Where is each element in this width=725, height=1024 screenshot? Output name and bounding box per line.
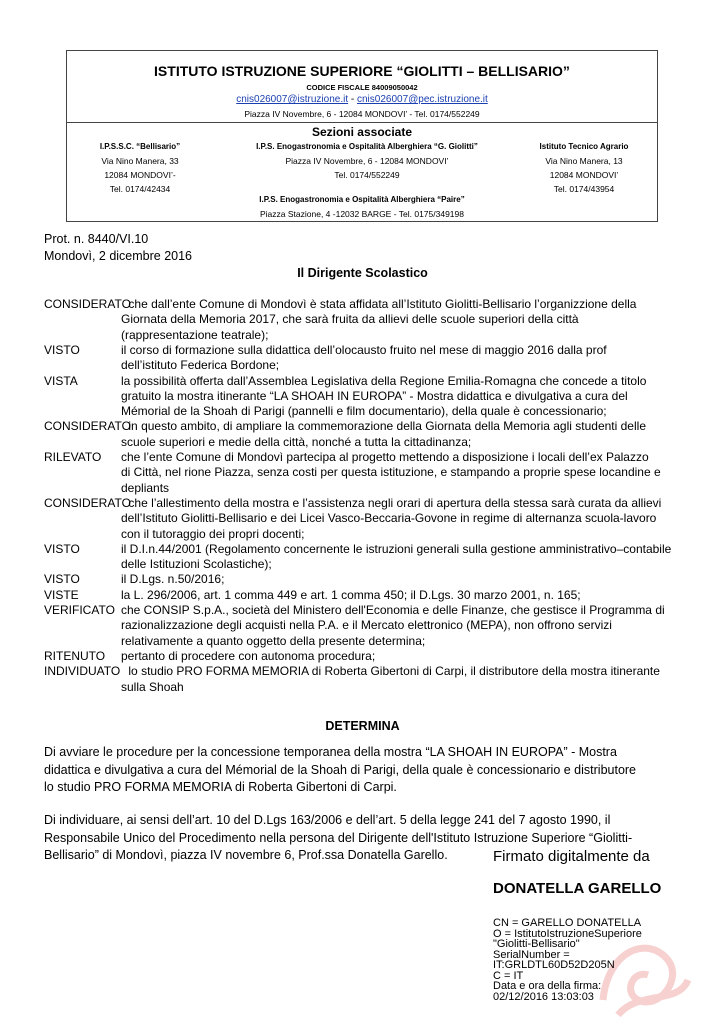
premessa-continuation: razionalizzazione degli acquisti nella P.A. e il Mercato elettronico (MEPA), non offrono servizi xyxy=(121,618,612,633)
premessa-text: la possibilità offerta dall’Assemblea Legislativa della Regione Emilia-Romagna che concede a titolo xyxy=(121,373,647,388)
protocol-number: Prot. n. 8440/VI.10 xyxy=(44,232,149,246)
premessa-text: il corso di formazione sulla didattica dell’olocausto fruito nel mese di maggio 2016 dalla prof xyxy=(121,342,607,357)
determina-line: Di avviare le procedure per la concessione temporanea della mostra “LA SHOAH IN EUROPA” - Mostra xyxy=(44,745,617,759)
premessa-continuation: con il tutoraggio dei propri docenti; xyxy=(121,526,305,541)
premessa-continuation: Giornata della Memoria 2017, che sarà fruita da allievi delle scuole superiori della città xyxy=(121,312,579,327)
signer-name: DONATELLA GARELLO xyxy=(493,880,662,897)
premessa-keyword: RILEVATO xyxy=(44,450,102,464)
premessa-continuation: (rappresentazione teatrale); xyxy=(121,327,269,342)
section-tel: Tel. 0174/552249 xyxy=(334,170,400,180)
determina-line: didattica e divulgativa a cura del Mémorial de la Shoah di Parigi, della quale è concessionario e distributore xyxy=(44,762,637,777)
signature-details: CN = GARELLO DONATELLA O = IstitutoIstruzioneSuperiore "Giolitti-Bellisario" SerialNumber = IT:GRLDTL60D52D205N C = IT Data e ora della firma: 02/12/2016 13:03:03 xyxy=(493,917,642,1003)
premessa-continuation: depliants xyxy=(121,480,170,495)
premessa-text: lo studio PRO FORMA MEMORIA di Roberta Gibertoni di Carpi, il distributore della mostra itinerante xyxy=(128,664,660,679)
premessa-keyword: VISTO xyxy=(44,541,80,556)
signature-label: Firmato digitalmente da xyxy=(493,848,650,865)
section-tel: Tel. 0174/43954 xyxy=(553,184,615,194)
section-name: I.P.S.S.C. “Bellisario” xyxy=(99,142,181,151)
email-link[interactable]: cnis026007@istruzione.it xyxy=(236,94,349,105)
premessa-text: il D.I.n.44/2001 (Regolamento concernente le istruzioni generali sulla gestione amministrativo–contabile xyxy=(121,541,672,556)
premessa-continuation: delle Istituzioni Scolastiche); xyxy=(121,557,272,572)
determina-line: Di individuare, ai sensi dell’art. 10 del D.Lgs 163/2006 e dell’art. 5 della legge 241 del 7 agosto 1990, il xyxy=(44,813,611,827)
heading-dirigente: Il Dirigente Scolastico xyxy=(297,266,428,280)
premessa-text: che dall’ente Comune di Mondovì è stata affidata all’Istituto Giolitti-Bellisario l’organizzione della xyxy=(128,297,637,311)
section-street: Via Nino Manera, 13 xyxy=(545,156,623,166)
determina-line: Bellisario” di Mondovì, piazza IV novembre 6, Prof.ssa Donatella Garello. xyxy=(44,848,448,862)
premessa-text: che l’ente Comune di Mondovì partecipa al progetto mettendo a disposizione i locali dell’ex Palazzo xyxy=(121,450,649,464)
premessa-keyword: VISTA xyxy=(44,373,78,388)
premessa-keyword: RITENUTO xyxy=(44,648,106,663)
premessa-text: che CONSIP S.p.A., società del Ministero dell'Economia e delle Finanze, che gestisce il Programma di xyxy=(121,603,665,617)
document-date: Mondovì, 2 dicembre 2016 xyxy=(44,249,193,263)
letterhead-top xyxy=(67,51,657,123)
premessa-continuation: dell’Istituto Giolitti-Bellisario e dei Licei Vasco-Beccaria-Govone in regime di alternanza scuola-lavoro xyxy=(121,511,657,526)
premessa-keyword: VISTO xyxy=(44,572,80,587)
premessa-keyword: CONSIDERATO xyxy=(44,297,131,311)
premessa-continuation: di Città, nel rione Piazza, senza costi per questa istituzione, e stampando a proprie spese locandine e xyxy=(121,465,661,480)
premessa-continuation: sulla Shoah xyxy=(121,679,184,694)
premessa-keyword: VISTO xyxy=(44,342,80,357)
premessa-continuation: dell’istituto Federica Bordone; xyxy=(121,358,280,373)
premessa-continuation: gratuito la mostra itinerante “LA SHOAH IN EUROPA” - Mostra didattica e divulgativa a cura del xyxy=(121,388,628,403)
main-address: Piazza IV Novembre, 6 - 12084 MONDOVI’ - Tel. 0174/552249 xyxy=(244,109,480,119)
heading-determina: DETERMINA xyxy=(325,719,400,733)
section-name: Istituto Tecnico Agrario xyxy=(539,142,629,151)
letterhead xyxy=(66,50,658,222)
section-name: I.P.S. Enogastronomia e Ospitalità Alberghiera “Paire” xyxy=(259,195,465,204)
premessa-text: il D.Lgs. n.50/2016; xyxy=(121,572,225,587)
premessa-continuation: Mémorial de la Shoah di Parigi (pannelli e film documentario), della quale è concessionario; xyxy=(121,404,607,419)
sections-title: Sezioni associate xyxy=(311,125,413,139)
pec-email-link[interactable]: cnis026007@pec.istruzione.it xyxy=(357,94,488,105)
premessa-keyword: CONSIDERATO xyxy=(44,419,131,434)
premessa-keyword: INDIVIDUATO xyxy=(44,664,121,679)
section-agrario xyxy=(519,140,649,196)
institute-title: ISTITUTO ISTRUZIONE SUPERIORE “GIOLITTI – BELLISARIO” xyxy=(154,63,570,79)
premessa-keyword: VISTE xyxy=(44,587,79,602)
fiscal-code: CODICE FISCALE 84009050042 xyxy=(306,83,418,92)
section-bellisario xyxy=(85,140,195,196)
premessa-keyword: VERIFICATO xyxy=(44,603,115,617)
section-name: I.P.S. Enogastronomia e Ospitalità Alberghiera “G. Giolitti” xyxy=(256,142,478,151)
email-separator: - xyxy=(348,94,357,105)
premessa-text: pertanto di procedere con autonoma procedura; xyxy=(121,648,376,663)
premessa-keyword: CONSIDERATO xyxy=(44,495,131,510)
premessa-continuation: scuole superiori e medie della città, nonché a tutta la cittadinanza; xyxy=(121,434,472,449)
section-street: Piazza IV Novembre, 6 - 12084 MONDOVI’ xyxy=(285,156,449,166)
section-tel: Tel. 0174/42434 xyxy=(109,184,171,194)
premessa-continuation: relativamente a quanto oggetto della presente determina; xyxy=(121,633,426,648)
section-giolitti xyxy=(222,140,512,182)
email-line xyxy=(67,94,657,105)
section-address: Piazza Stazione, 4 -12032 BARGE - Tel. 0175/349198 xyxy=(260,209,464,219)
determina-line: Responsabile Unico del Procedimento nella persona del Dirigente dell'Istituto Istruzione Superiore “Giolitti- xyxy=(44,830,633,845)
section-paire xyxy=(197,193,527,221)
section-street: Via Nino Manera, 33 xyxy=(101,156,179,166)
premessa-text: la L. 296/2006, art. 1 comma 449 e art. 1 comma 450; il D.Lgs. 30 marzo 2001, n. 165; xyxy=(121,587,581,602)
premessa-text: che l’allestimento della mostra e l’assistenza negli orari di apertura della stessa sarà curata da allievi xyxy=(128,495,662,510)
premessa-text: in questo ambito, di ampliare la commemorazione della Giornata della Memoria agli studenti delle xyxy=(128,419,646,434)
section-city: 12084 MONDOVI’ xyxy=(549,170,619,180)
letterhead-sections xyxy=(67,123,657,221)
section-city: 12084 MONDOVI’- xyxy=(104,170,176,180)
determina-line: lo studio PRO FORMA MEMORIA di Roberta Gibertoni di Carpi. xyxy=(44,780,397,794)
